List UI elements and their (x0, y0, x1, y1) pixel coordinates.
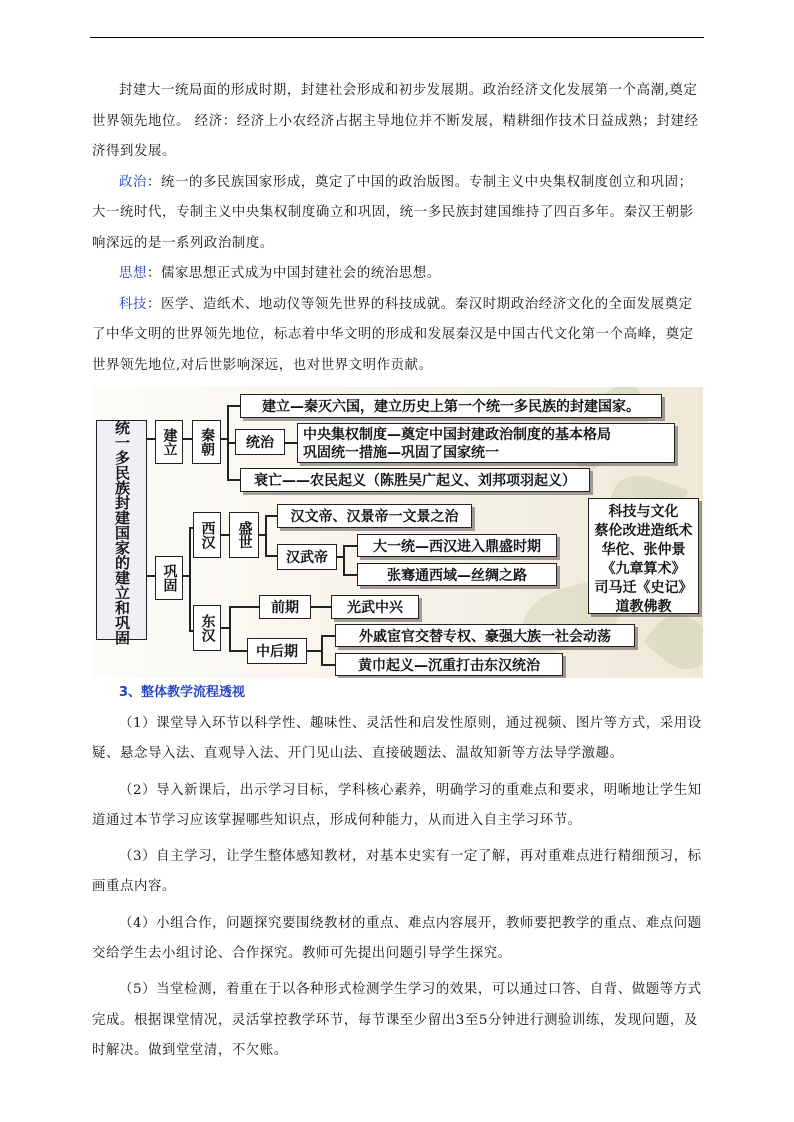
keji-box (588, 498, 699, 614)
tongzhi-line-2: 巩固统一措施—巩固了国家统一 (303, 445, 499, 461)
gonggu-box: 巩固 (155, 556, 183, 600)
qin-shuaiwang-box: 衰亡——农民起义（陈胜吴广起义、刘邦项羽起义） (240, 468, 590, 492)
keji-line: 《九章算术》 (601, 561, 686, 577)
keji-line: 司马迁《史记》 (594, 580, 693, 596)
step-paragraph: （5）当堂检测，着重在于以各种形式检测学生学习的效果，可以通过口答、自背、做题等方式完成。根据课堂情况，灵活掌控教学环节，每节课至少留出3至5分钟进行测验训练，发现问题，及时解决。做到堂堂清，不欠账。 (92, 982, 702, 1058)
keji-line: 科技与文化 (608, 504, 679, 520)
qianqi-box: 前期 (259, 595, 311, 619)
intro-paragraph-3: 思想：儒家思想正式成为中国封建社会的统治思想。 (119, 266, 441, 281)
wudi-box: 汉武帝 (277, 544, 337, 570)
tongzhi-line-1: 中央集权制度—奠定中国封建政治制度的基本格局 (303, 427, 611, 443)
donghan-detail-2: 黄巾起义—沉重打击东汉统治 (335, 653, 563, 676)
intro-paragraph-2: 政治：统一的多民族国家形成，奠定了中国的政治版图。专制主义中央集权制度创立和巩固；大一统时代，专制主义中央集权制度确立和巩固，统一多民族封建国维持了四百多年。秦汉王朝影响深远的是一系列政治制度。 (92, 174, 694, 251)
intro-paragraph-1: 封建大一统局面的形成时期，封建社会形成和初步发展期。政治经济文化发展第一个高潮,奠定世界领先地位。 经济：经济上小农经济占据主导地位并不断发展，精耕细作技术日益成熟；封建经济得到发展。 (92, 83, 699, 159)
wudi-detail-2: 张骞通西域—丝绸之路 (357, 563, 557, 586)
keji-line: 道教佛教 (615, 599, 672, 615)
qin-box: 秦朝 (192, 420, 221, 464)
step-paragraph: （1）课堂导入环节以科学性、趣味性、灵活性和启发性原则，通过视频、图片等方式，采用设疑、悬念导入法、直观导入法、开门见山法、直接破题法、温故知新等方法导学激趣。 (92, 716, 702, 762)
section-heading: 3、整体教学流程透视 (119, 685, 246, 700)
shengshi-box: 盛世 (229, 512, 259, 558)
header-rule (90, 37, 704, 38)
xihan-box: 西汉 (193, 512, 221, 558)
tongzhi-detail-box (297, 423, 675, 463)
tech-keyword: 科技 (119, 296, 147, 312)
step-paragraph: （2）导入新课后，出示学习目标，学科核心素养，明确学习的重难点和要求，明晰地让学生知道通过本节学习应该掌握哪些知识点，形成何种能力，从而进入自主学习环节。 (92, 782, 702, 828)
keji-line: 蔡伦改进造纸术 (594, 523, 693, 539)
wudi-detail-1: 大一统—西汉进入鼎盛时期 (357, 534, 557, 557)
tongzhi-box: 统治 (235, 429, 285, 455)
zhonghouqi-box: 中后期 (247, 638, 307, 664)
intro-paragraph-4: 科技：医学、造纸术、地动仪等领先世界的科技成就。秦汉时期政治经济文化的全面发展奠定了中华文明的世界领先地位，标志着中华文明的形成和发展秦汉是中国古代文化第一个高峰，奠定世界领先地位,对后世影响深远，也对世界文明作贡献。 (92, 296, 694, 373)
history-concept-diagram (92, 387, 703, 678)
section-text (92, 709, 704, 1066)
qin-jianli-box: 建立—秦灭六国，建立历史上第一个统一多民族的封建国家。 (240, 394, 662, 418)
jianli-box: 建立 (155, 420, 183, 464)
step-paragraph: （4）小组合作，问题探究要围绕教材的重点、难点内容展开，教师要把教学的重点、难点问题交给学生去小组讨论、合作探究。教师可先提出问题引导学生探究。 (92, 915, 702, 962)
donghan-box: 东汉 (193, 605, 221, 651)
keji-line: 华佗、张仲景 (601, 542, 686, 558)
donghan-detail-1: 外戚宦官交替专权、豪强大族一社会动荡 (335, 624, 635, 647)
intro-text (92, 76, 704, 381)
wenjing-box: 汉文帝、汉景帝一文景之治 (277, 504, 472, 528)
root-box: 统一多民族封建国家的建立和巩固 (96, 420, 147, 640)
step-paragraph: （3）自主学习，让学生整体感知教材，对基本史实有一定了解，再对重难点进行精细预习，标画重点内容。 (92, 849, 702, 895)
politics-keyword: 政治 (119, 174, 147, 190)
thought-keyword: 思想 (119, 266, 147, 281)
guangwu-box: 光武中兴 (331, 595, 419, 619)
